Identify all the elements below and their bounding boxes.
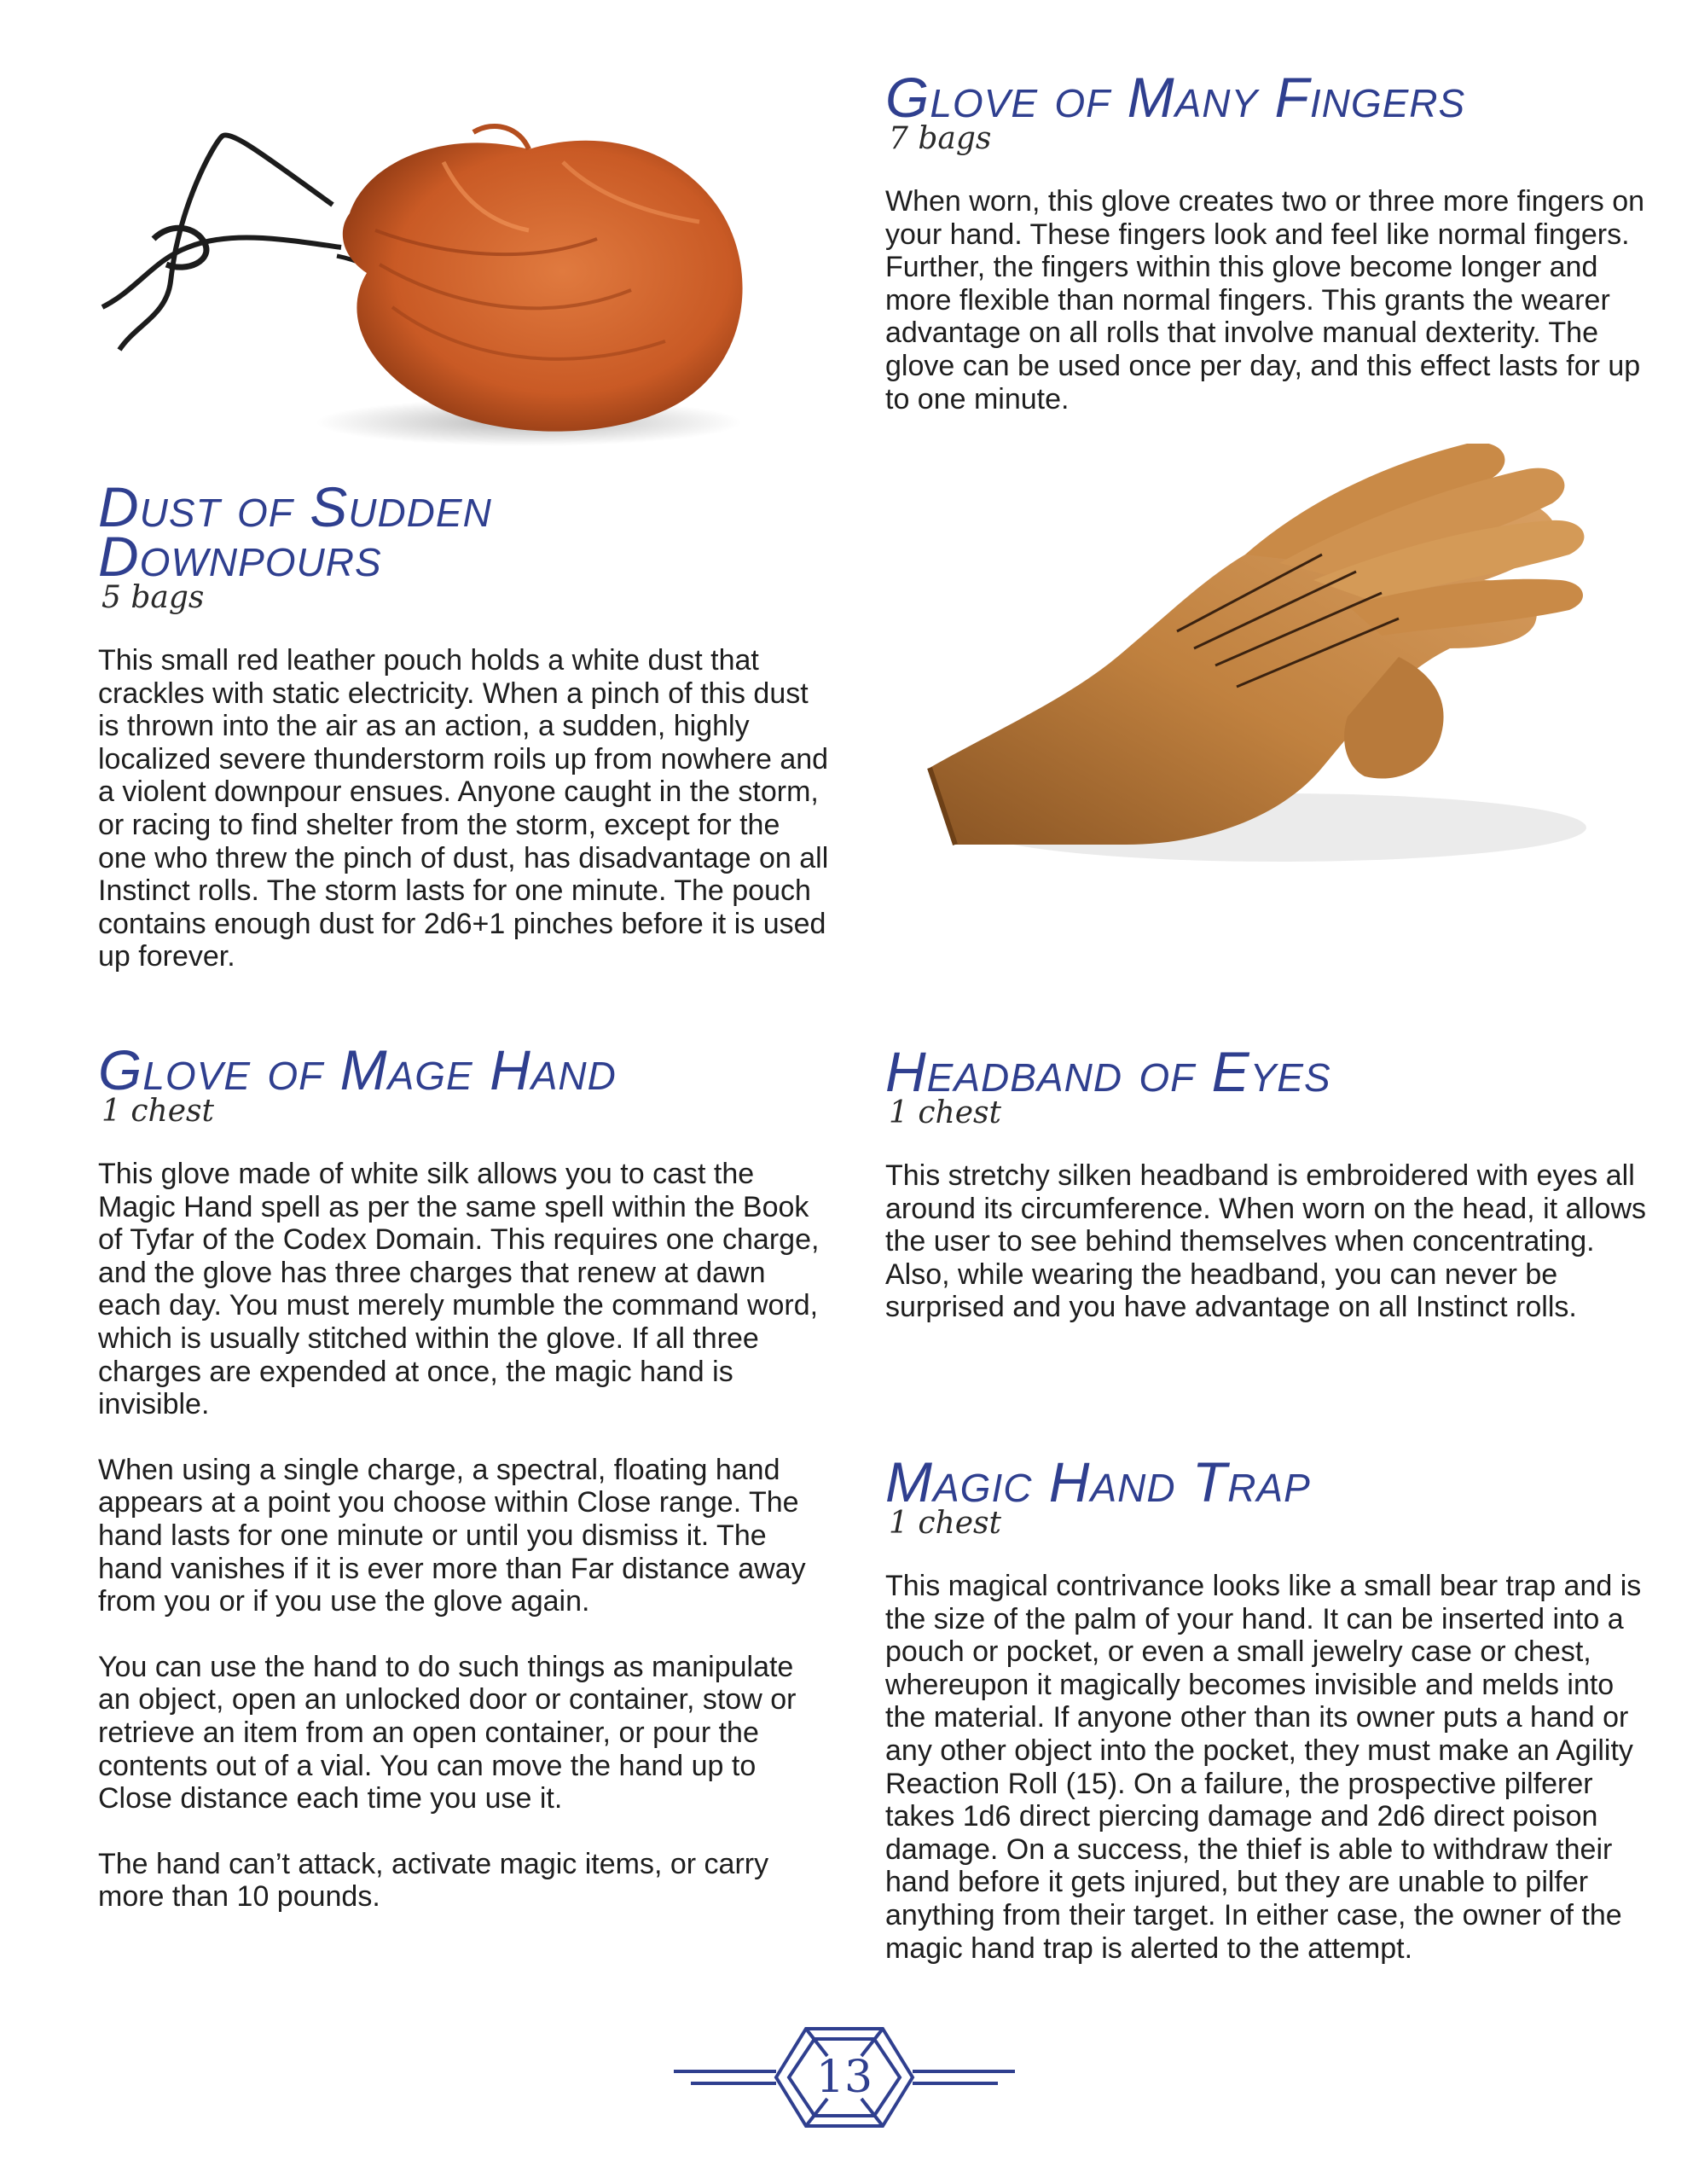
item-quantity: 1 chest: [889, 1095, 1001, 1130]
item-description: This glove made of white silk allows you to cast the Magic Hand spell as per the same spell within the Book of Tyfar of the Codex Domain. This requires one charge, and the glove has three charges that renew at dawn each day. You must merely mumble the command word, which is usually stitched within the glove. If all three charges are expended at once, the magic hand is invisible.: [98, 1158, 820, 1421]
leather-pouch-image: [85, 111, 785, 452]
item-quantity: 1 chest: [889, 1506, 1001, 1541]
item-title: Glove of Many Fingers: [885, 66, 1466, 129]
item-title-line-1: Dust of Sudden: [98, 475, 492, 538]
item-title-line-2: Downpours: [98, 525, 382, 588]
item-quantity: 1 chest: [101, 1094, 214, 1129]
item-title: Magic Hand Trap: [885, 1450, 1311, 1513]
item-glove-of-mage-hand: [98, 1038, 832, 1914]
item-title: Headband of Eyes: [885, 1040, 1331, 1103]
leather-glove-image: [921, 444, 1603, 921]
item-magic-hand-trap: [885, 1450, 1653, 1965]
item-description: When worn, this glove creates two or three more fingers on your hand. These fingers look and feel like normal fingers. Further, the fingers within this glove become longer and more flexible than normal fingers. This grants the wearer advantage on all rolls that involve manual dexterity. The glove can be used once per day, and this effect lasts for up to one minute.: [885, 185, 1645, 415]
item-headband-of-eyes: [885, 1040, 1653, 1324]
item-description: This small red leather pouch holds a white dust that crackles with static electricity. When a pinch of this dust is thrown into the air as an action, a sudden, highly localized severe thunderstorm roils up from nowhere and a violent downpour ensues. Anyone caught in the storm, or racing to find shelter from the storm, except for the one who threw the pinch of dust, has disadvantage on all Instinct rolls. The storm lasts for one minute. The pouch contains enough dust for 2d6+1 pinches before it is used up forever.: [98, 644, 829, 973]
page-number: 13: [815, 2052, 873, 2103]
item-title: [98, 475, 832, 588]
page-number-ornament: [665, 2022, 1023, 2133]
item-dust-of-sudden-downpours: [98, 475, 832, 973]
item-description: This stretchy silken headband is embroidered with eyes all around its circumference. When worn on the head, it allows the user to see behind themselves when concentrating. Also, while wearing the headband, you can never be surprised and you have advantage on all Instinct rolls.: [885, 1159, 1647, 1324]
item-description: This magical contrivance looks like a small bear trap and is the size of the palm of your hand. It can be inserted into a pouch or pocket, or even a small jewelry case or chest, whereupon it magically becomes invisible and melds into the material. If anyone other than its owner puts a hand or any other object into the pocket, they must make an Agility Reaction Roll (15). On a failure, the prospective pilferer takes 1d6 direct piercing damage and 2d6 direct poison damage. On a success, the thief is able to withdraw their hand before it gets injured, but they are unable to pilfer anything from their target. In either case, the owner of the magic hand trap is alerted to the attempt.: [885, 1570, 1642, 1965]
item-glove-of-many-fingers: [885, 66, 1653, 415]
item-description: The hand can’t attack, activate magic items, or carry more than 10 pounds.: [98, 1847, 769, 1914]
item-quantity: 5 bags: [101, 580, 205, 615]
item-quantity: 7 bags: [889, 121, 992, 156]
item-description: You can use the hand to do such things as manipulate an object, open an unlocked door or container, stow or retrieve an item from an open container, or pour the contents out of a vial. You can move the hand up to Close distance each time you use it.: [98, 1650, 797, 1815]
item-title: Glove of Mage Hand: [98, 1038, 617, 1101]
item-description: When using a single charge, a spectral, floating hand appears at a point you choose within Close range. The hand lasts for one minute or until you dismiss it. The hand vanishes if it is ever more than Far distance away from you or if you use the glove again.: [98, 1453, 806, 1618]
